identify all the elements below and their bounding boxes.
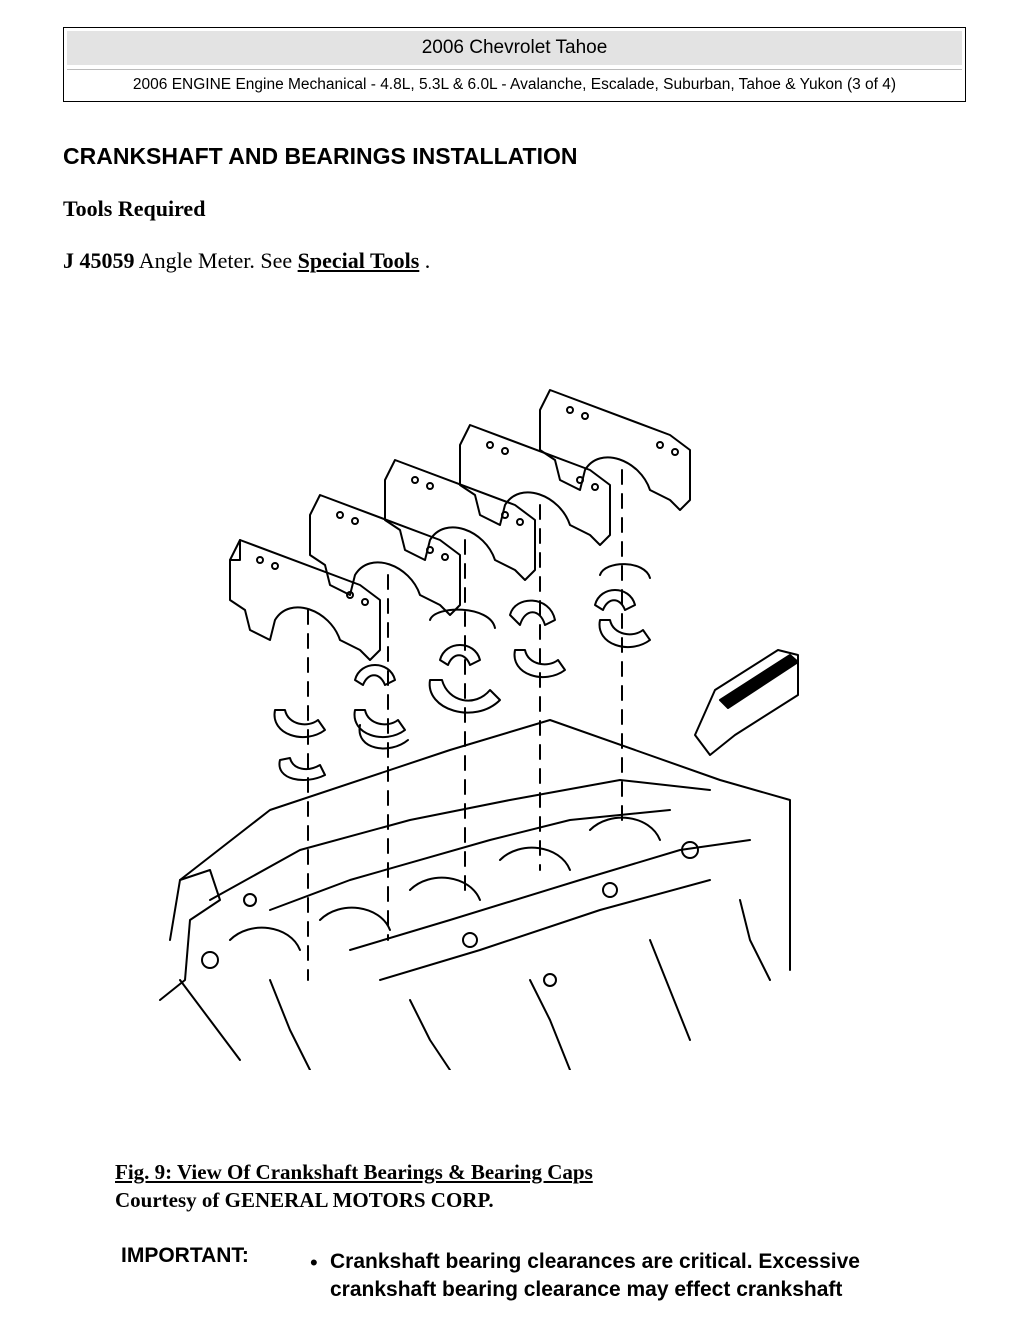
crankshaft-bearing-illustration	[150, 380, 810, 1070]
document-header	[63, 27, 966, 102]
section-title: CRANKSHAFT AND BEARINGS INSTALLATION	[63, 143, 578, 169]
direction-arrow	[695, 650, 798, 755]
bullet-icon: •	[310, 1250, 318, 1275]
bearing-cap	[540, 390, 690, 510]
important-text: Crankshaft bearing clearances are critical. Excessive crankshaft bearing clearance may effect crankshaft	[330, 1250, 860, 1301]
important-label: IMPORTANT:	[121, 1244, 249, 1267]
header-subtitle: 2006 ENGINE Engine Mechanical - 4.8L, 5.3L & 6.0L - Avalanche, Escalade, Suburban, Tahoe & Yukon (3 of 4)	[67, 69, 962, 99]
tool-description: Angle Meter. See	[134, 248, 298, 273]
tool-line-end: .	[419, 248, 431, 273]
header-title: 2006 Chevrolet Tahoe	[67, 31, 962, 65]
figure-courtesy: Courtesy of GENERAL MOTORS CORP.	[115, 1188, 494, 1212]
tool-id: J 45059	[63, 248, 135, 273]
bearing-cap	[230, 540, 380, 660]
figure-caption[interactable]: Fig. 9: View Of Crankshaft Bearings & Bearing Caps	[115, 1160, 593, 1184]
special-tools-link[interactable]: Special Tools	[297, 248, 420, 273]
lower-bearing-shells	[275, 620, 650, 780]
upper-bearing-shells	[355, 564, 650, 685]
engine-block	[160, 720, 790, 1070]
tools-required-heading: Tools Required	[63, 196, 206, 221]
alignment-lines	[308, 470, 622, 980]
tool-line	[63, 248, 430, 274]
